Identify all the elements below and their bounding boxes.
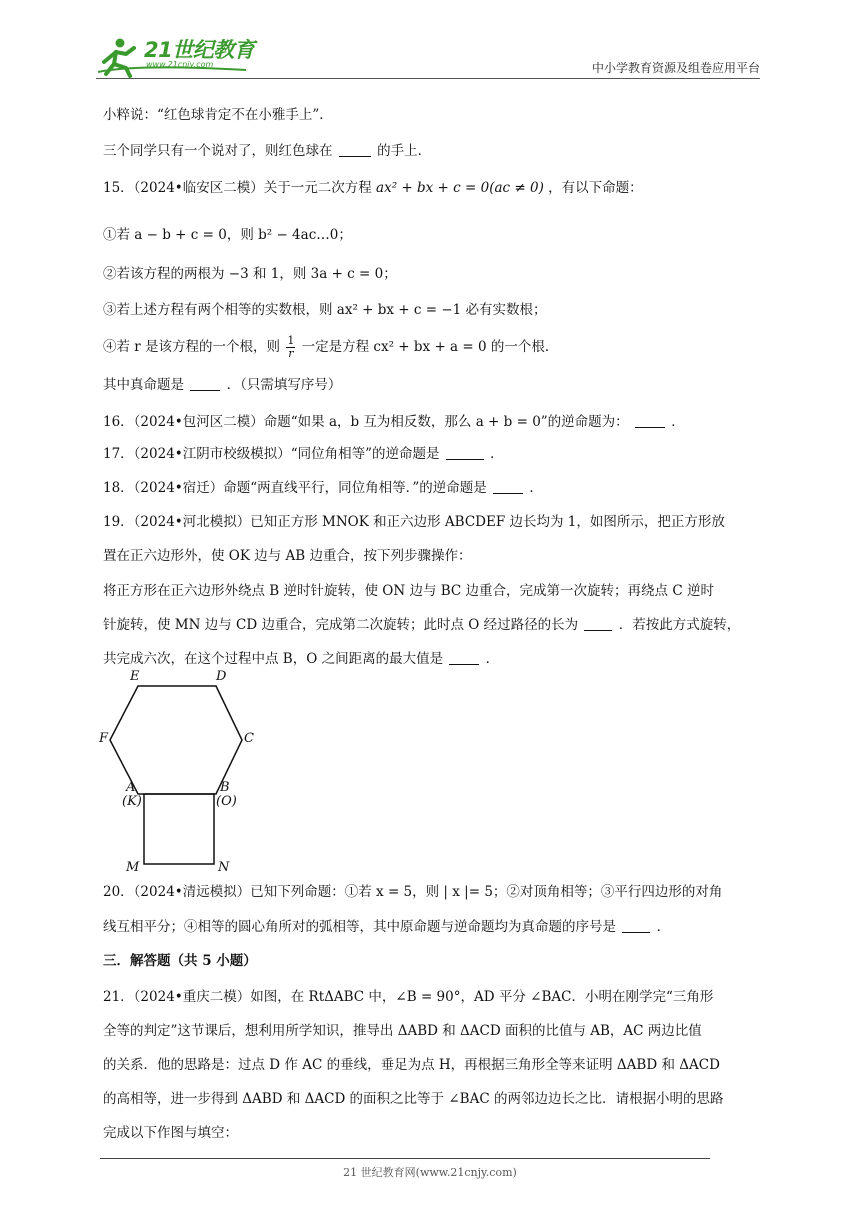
text-span: ．若按此方式旋转， [618,617,741,633]
text-span: 线互相平分；④相等的圆心角所对的弧相等，其中原命题与逆命题均为真命题的序号是 [103,919,616,935]
label-B: B [220,780,230,795]
question-21-line: 的高相等，进一步得到 ΔABD 和 ΔACD 的面积之比等于 ∠BAC 的两邻边边长之比．请根据小明的思路 [103,1091,724,1107]
question-15 [103,179,643,197]
logo-url: www.21cnjy.com [146,60,214,69]
text-span: ． [529,480,543,496]
question-18 [103,479,543,497]
answer-blank [622,920,650,933]
text-span: 针旋转，使 MN 边与 CD 边重合，完成第二次旋转；此时点 O 经过路径的长为 [103,617,579,633]
question-19-line: 将正方形在正六边形外绕点 B 逆时针旋转，使 ON 边与 BC 边重合，完成第一次旋转；再绕点 C 逆时 [103,583,714,599]
hexagon-square-figure [96,664,276,878]
proposition-2: ②若该方程的两根为 −3 和 1，则 3a + c = 0； [103,266,397,282]
text-span: 其中真命题是 [103,377,184,393]
label-F: F [99,731,109,746]
answer-blank [493,481,523,494]
text-span: 15．（2024•临安区二模）关于一元二次方程 [103,180,372,196]
text-span: ． [490,446,504,462]
fraction [286,335,295,360]
question-19-line: 19．（2024•河北模拟）已知正方形 MNOK 和正六边形 ABCDEF 边长均为 1，如图所示，把正方形放 [103,514,725,530]
text-span: 16．（2024•包河区二模）命题“如果 a，b 互为相反数，那么 a + b = 0”的逆命题为： [103,414,629,430]
text-span: 17．（2024•江阴市校级模拟）“同位角相等”的逆命题是 [103,446,440,462]
proposition-1: ①若 a − b + c = 0，则 b² − 4ac…0； [103,227,352,243]
text-span: 18．（2024•宿迁）命题“两直线平行，同位角相等．”的逆命题是 [103,480,487,496]
proposition-3: ③若上述方程有两个相等的实数根，则 ax² + bx + c = −1 必有实数根； [103,302,547,318]
answer-blank [635,415,665,428]
answer-blank [190,378,220,391]
question-20-line: 20．（2024•清远模拟）已知下列命题：①若 x = 5，则 | x |= 5；②对顶角相等；③平行四边形的对角 [103,884,723,900]
question-20-line [103,918,670,936]
text-line [103,376,341,394]
text-span: ． [656,919,671,935]
text-span: 一定是方程 cx² + bx + a = 0 的一个根． [301,339,559,355]
text-span: 的手上． [377,143,432,159]
text-span: ．（只需填写序号） [226,377,342,393]
label-D: D [216,669,227,684]
label-E: E [130,669,140,684]
label-K: (K) [122,794,142,809]
figure-drawing [96,664,276,878]
answer-blank [339,144,371,157]
footer-divider [100,1158,710,1159]
text-span: 共完成六次，在这个过程中点 B，O 之间距离的最大值是 [103,651,444,667]
question-19-line [103,616,740,634]
question-21-line: 21．（2024•重庆二模）如图，在 RtΔABC 中，∠B = 90°，AD 平分 ∠BAC．小明在刚学完“三角形 [103,989,714,1005]
label-O: (O) [216,794,237,809]
fraction-numerator: 1 [287,334,295,347]
label-M: M [126,860,140,875]
text-line [103,142,431,160]
text-span: ． [485,651,500,667]
answer-blank [584,618,612,631]
header-platform-text: 中小学教育资源及组卷应用平台 [591,61,760,75]
answer-blank [446,447,484,460]
question-21-line: 的关系．他的思路是：过点 D 作 AC 的垂线，垂足为点 H，再根据三角形全等来证明 ΔABD 和 ΔACD [103,1057,720,1073]
header-divider [96,78,760,79]
math-equation: ax² + bx + c = 0(ac ≠ 0) [376,180,544,196]
section-heading: 三．解答题（共 5 小题） [103,953,257,969]
page-header [96,28,760,80]
label-C: C [244,731,254,746]
question-16 [103,413,685,431]
question-19-line: 置在正六边形外，使 OK 边与 AB 边重合，按下列步骤操作： [103,548,472,564]
label-A: A [126,780,136,795]
text-line: 小粹说：“红色球肯定不在小雅手上”． [103,107,333,123]
footer-text: 21 世纪教育网(www.21cnjy.com) [343,1166,517,1179]
text-span: ． [671,414,685,430]
text-span: 三个同学只有一个说对了，则红色球在 [103,143,333,159]
fraction-denominator: r [288,347,294,360]
logo-text: 21世纪教育 [144,38,255,62]
question-21-line: 全等的判定”这节课后，想利用所学知识，推导出 ΔABD 和 ΔACD 面积的比值与 AB，AC 两边比值 [103,1023,702,1039]
question-17 [103,445,504,463]
answer-blank [449,652,479,665]
text-span: ④若 r 是该方程的一个根，则 [103,339,281,355]
proposition-4 [103,334,558,360]
label-N: N [218,860,230,875]
question-21-line: 完成以下作图与填空： [103,1125,238,1141]
text-span: ，有以下命题： [548,180,643,196]
